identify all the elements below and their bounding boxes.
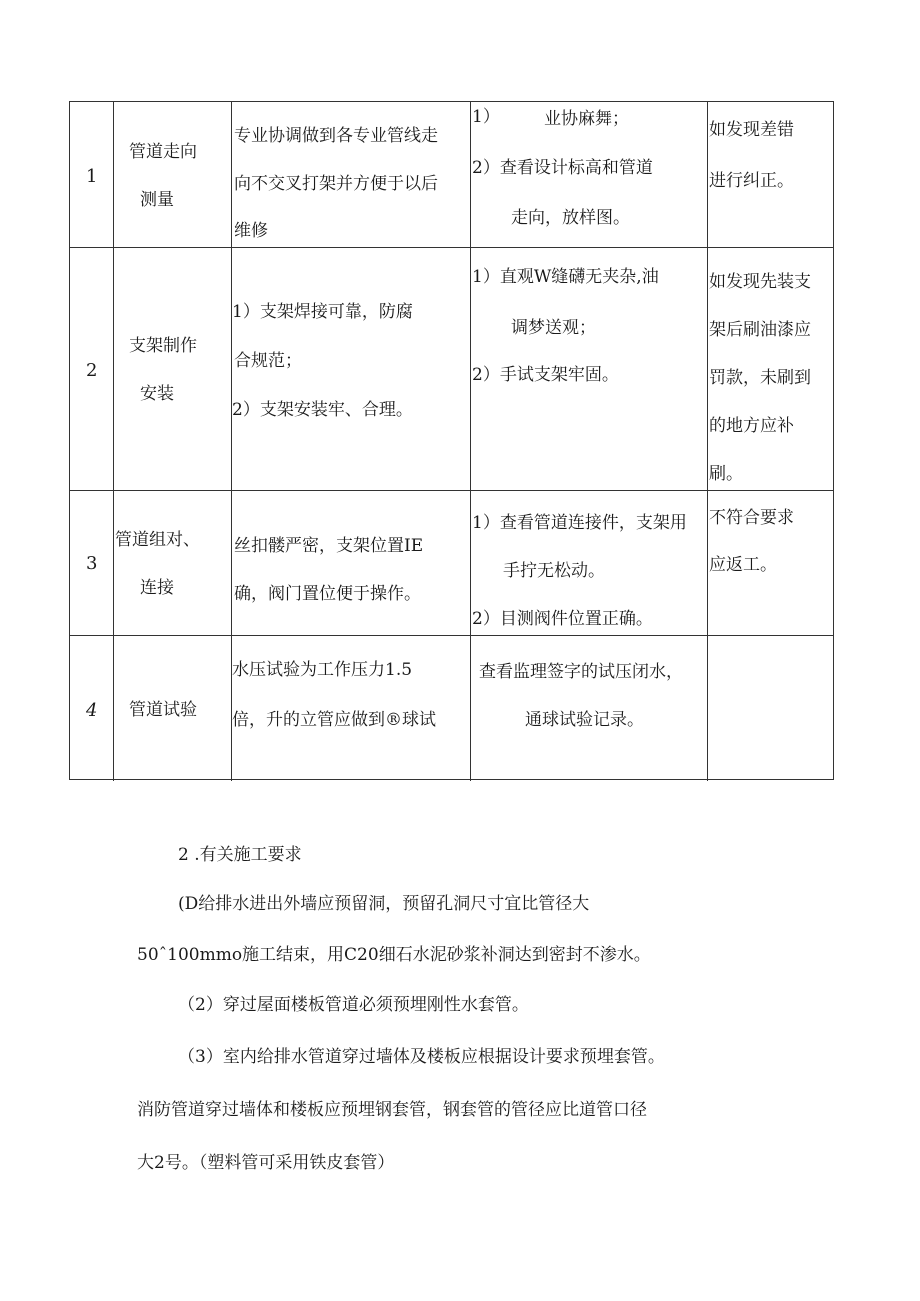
requirement-text: 倍，升的立管应做到®球试 (232, 710, 436, 730)
remedy-text: 的地方应补 (709, 416, 794, 436)
remedy-text: 刷。 (709, 464, 743, 484)
requirement-text: 专业协调做到各专业管线走 (234, 126, 438, 146)
remedy-text: 如发现先装支 (709, 272, 811, 292)
paragraph-2: （2）穿过屋面楼板管道必须预埋刚性水套管。 (178, 995, 529, 1015)
section-heading: 2 .有关施工要求 (178, 845, 302, 865)
inspection-table (69, 101, 834, 780)
remedy-text: 进行纠正。 (709, 171, 794, 191)
row-number: 3 (86, 553, 98, 574)
requirement-text: 2）支架安装牢、合理。 (232, 400, 413, 420)
paragraph-1-line-2: 50ˆ100mmo施工结束，用C20细石水泥砂浆补洞达到密封不渗水。 (137, 945, 651, 965)
method-text: 查看监理签字的试压闭水， (479, 662, 683, 682)
method-text: 2）查看设计标高和管道 (472, 158, 653, 178)
requirement-text: 1）支架焊接可靠，防腐 (232, 302, 413, 322)
table-row (70, 635, 833, 781)
paragraph-3-line-2: 消防管道穿过墙体和楼板应预埋钢套管，钢套管的管径应比道管口径 (137, 1100, 647, 1120)
requirement-text: 维修 (234, 221, 268, 241)
table-row (70, 247, 833, 490)
row-number: 2 (86, 360, 98, 381)
requirement-text: 向不交叉打架并方便于以后 (234, 174, 438, 194)
paragraph-3-line-3: 大2号。（塑料管可采用铁皮套管） (137, 1153, 395, 1173)
item-name: 管道走向 (129, 142, 197, 162)
method-text: 通球试验记录。 (525, 710, 644, 730)
requirement-text: 合规范； (234, 351, 302, 371)
method-text: 1） (472, 107, 500, 127)
method-text: 2）手试支架牢固。 (472, 365, 619, 385)
item-name: 管道组对、 (115, 530, 200, 550)
table-row (70, 490, 833, 635)
paragraph-3-line-1: （3）室内给排水管道穿过墙体及楼板应根据设计要求预埋套管。 (178, 1047, 665, 1067)
remedy-text: 架后刷油漆应 (709, 320, 811, 340)
method-text: 手拧无松动。 (503, 561, 605, 581)
remedy-text: 应返工。 (709, 555, 777, 575)
table-row (70, 102, 833, 247)
requirement-text: 确，阀门置位便于操作。 (234, 584, 421, 604)
item-name: 测量 (140, 190, 174, 210)
method-text: 业协麻舞； (544, 109, 629, 129)
remedy-text: 罚款，未刷到 (709, 368, 811, 388)
row-number: 4 (86, 700, 98, 721)
remedy-text: 如发现差错 (709, 120, 794, 140)
paragraph-1-line-1: (D给排水进出外墙应预留洞，预留孔洞尺寸宜比管径大 (178, 894, 590, 914)
method-text: 2）目测阀件位置正确。 (472, 609, 653, 629)
method-text: 调梦送观； (511, 318, 596, 338)
item-name: 支架制作 (129, 336, 197, 356)
method-text: 1）查看管道连接件，支架用 (472, 513, 687, 533)
item-name: 连接 (140, 578, 174, 598)
method-text: 1）直观W缝礴无夹杂,油 (472, 267, 659, 287)
requirement-text: 水压试验为工作压力1.5 (232, 660, 413, 680)
requirement-text: 丝扣髅严密，支架位置IE (234, 536, 424, 556)
remedy-text: 不符合要求 (709, 508, 794, 528)
row-number: 1 (86, 166, 98, 187)
item-name: 安装 (140, 384, 174, 404)
item-name: 管道试验 (129, 700, 197, 720)
method-text: 走向，放样图。 (511, 208, 630, 228)
